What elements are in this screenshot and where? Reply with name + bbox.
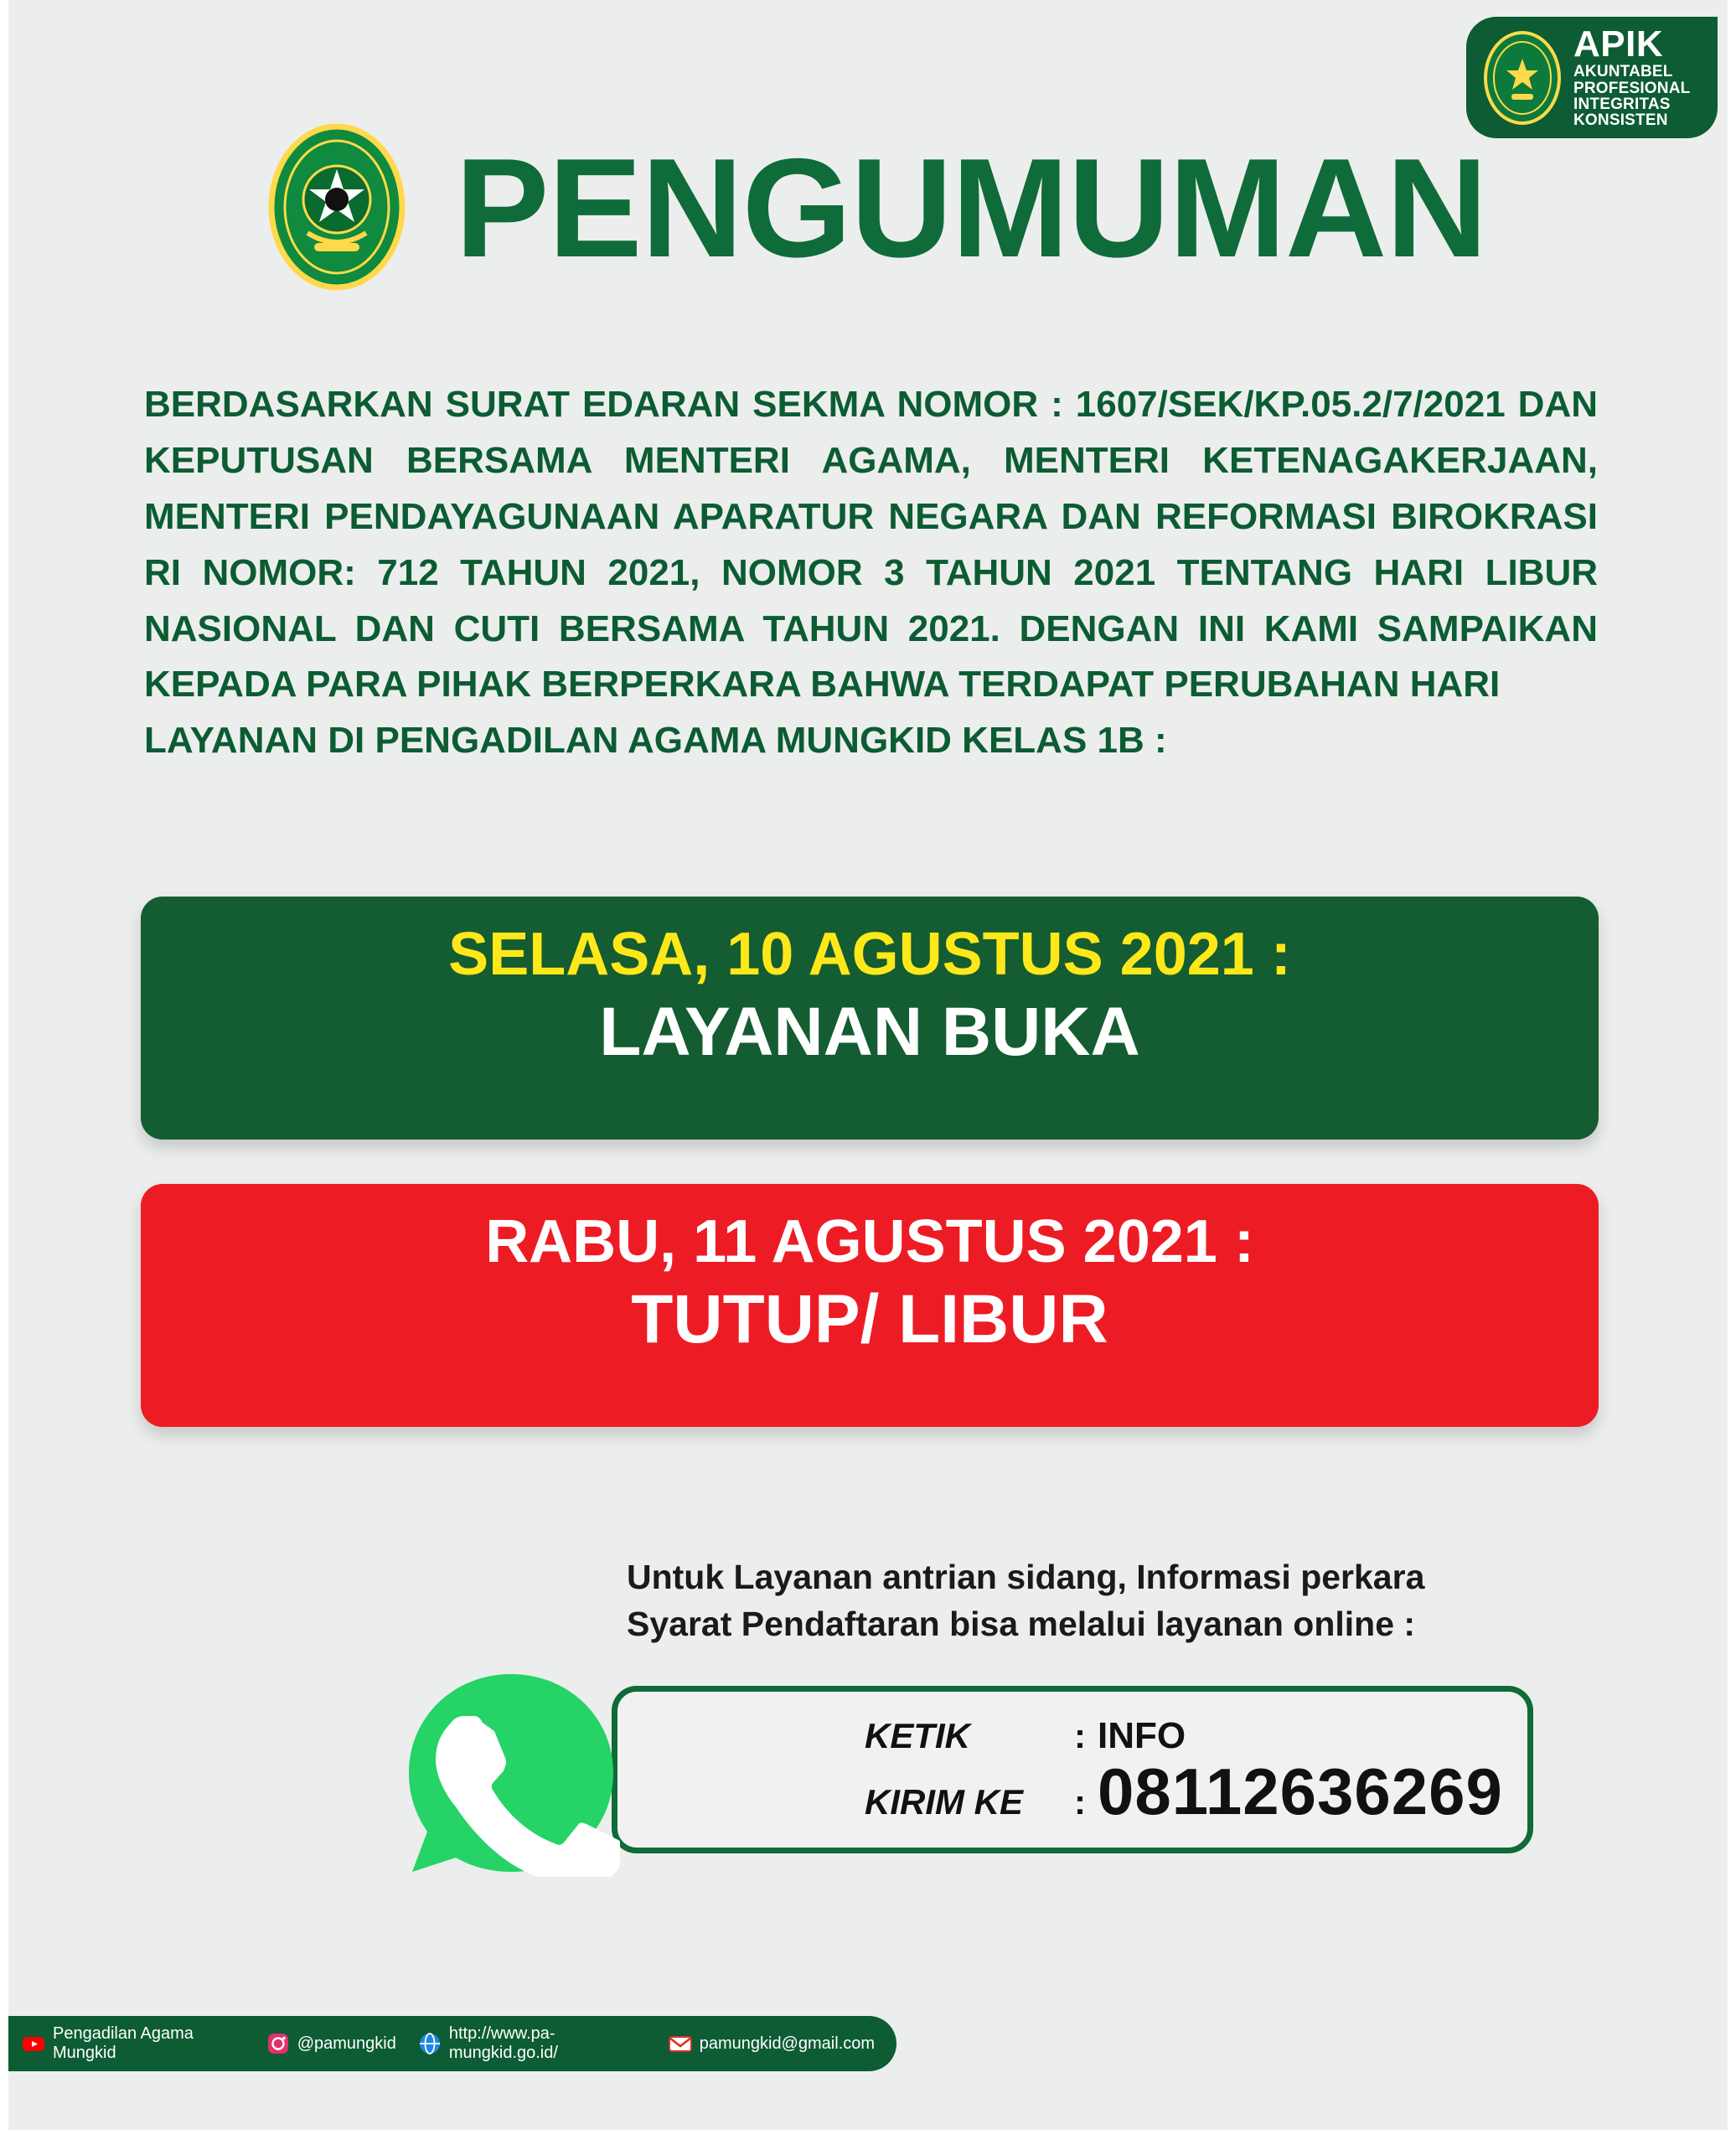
footer-label-instagram: @pamungkid [297,2034,396,2053]
online-note-line-2: Syarat Pendaftaran bisa melalui layanan online : [627,1604,1416,1643]
announcement-paragraph: BERDASARKAN SURAT EDARAN SEKMA NOMOR : 1607/SEK/KP.05.2/7/2021 DAN KEPUTUSAN BERSAMA MENTERI AGAMA, MENTERI KETENAGAKERJAAN, MENTERI PENDAYAGUNAAN APARATUR NEGARA DAN REFORMASI BIROKRASI RI NOMOR: 712 TAHUN 2021, NOMOR 3 TAHUN 2021 TENTANG HARI LIBUR NASIONAL DAN CUTI BERSAMA TAHUN 2021. DENGAN INI KAMI SAMPAIKAN KEPADA PARA PIHAK BERPERKARA BAHWA TERDAPAT PERUBAHAN HARI [144,384,1598,706]
whatsapp-number: 08112636269 [1098,1755,1503,1828]
footer-item-instagram[interactable] [266,2032,396,2055]
whatsapp-kirim-label: KIRIM KE [865,1782,1023,1822]
footer-label-website: http://www.pa-mungkid.go.id/ [448,2024,558,2062]
footer-item-youtube[interactable] [22,2024,245,2063]
announcement-paragraph-last: LAYANAN DI PENGADILAN AGAMA MUNGKID KELAS 1B : [144,720,1167,762]
service-banner-closed [141,1184,1599,1427]
footer-item-website[interactable] [418,2024,647,2063]
whatsapp-contact-block [402,1667,1558,1885]
apik-text [1573,23,1691,130]
left-edge [0,0,8,2145]
whatsapp-kirim-line [865,1755,1527,1828]
whatsapp-instruction-box [612,1686,1533,1853]
footer-label-youtube: Pengadilan Agama Mungkid [53,2024,194,2062]
announcement-body [144,377,1598,769]
instagram-icon [266,2032,290,2055]
apik-seal-icon [1478,27,1567,129]
banner-open-status: LAYANAN BUKA [599,993,1140,1070]
banner-closed-status: TUTUP/ LIBUR [631,1280,1108,1357]
banner-open-date: SELASA, 10 AGUSTUS 2021 : [448,921,1291,988]
whatsapp-ketik-line [865,1715,1527,1757]
banner-closed-date: RABU, 11 AGUSTUS 2021 : [485,1208,1254,1275]
whatsapp-ketik-colon: : [1074,1716,1086,1755]
apik-line-3: INTEGRITAS [1573,95,1671,113]
online-service-note [627,1554,1640,1648]
footer-label-email: pamungkid@gmail.com [699,2034,875,2053]
whatsapp-ketik-value: INFO [1098,1715,1186,1756]
service-banner-open [141,897,1599,1140]
whatsapp-kirim-colon: : [1074,1782,1086,1822]
apik-line-1: AKUNTABEL [1573,63,1673,81]
right-edge [1728,0,1736,2145]
bottom-edge [0,2130,1736,2145]
court-crest-icon [249,117,425,297]
whatsapp-ketik-label: KETIK [865,1716,970,1755]
apik-line-2: PROFESIONAL [1573,79,1691,97]
online-note-line-1: Untuk Layanan antrian sidang, Informasi perkara [627,1558,1425,1596]
apik-line-4: KONSISTEN [1573,111,1668,130]
youtube-icon [22,2032,45,2055]
whatsapp-icon[interactable] [402,1667,620,1877]
globe-icon [418,2032,442,2055]
footer-item-email[interactable] [669,2032,875,2055]
page-title: PENGUMUMAN [455,128,1487,287]
poster-header [0,117,1736,297]
apik-title: APIK [1573,23,1664,65]
email-icon [669,2032,692,2055]
footer-contact-bar [0,2016,896,2071]
